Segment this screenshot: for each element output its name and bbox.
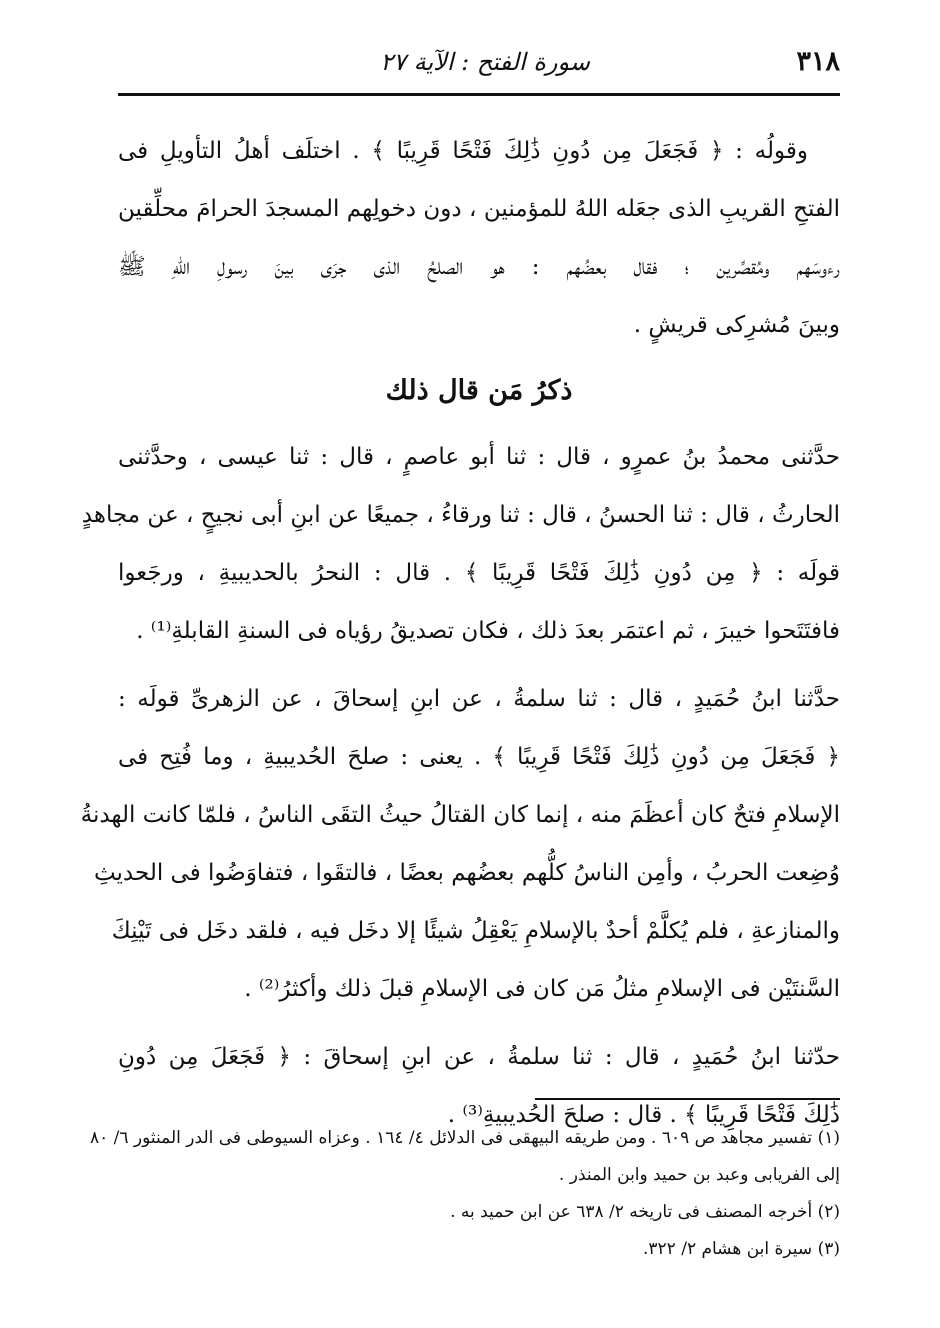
footnotes	[89, 1120, 840, 1268]
text-line: رءوسَهم ومُقصِّرين ؛ فقال بعضُهم : هو الصلحُ الذى جرَى بينَ رسولِ اللهِ ﷺ	[118, 254, 840, 280]
text-line: حدّثنا ابنُ حُمَيدٍ ، قال : ثنا سلمةُ ، عن ابنِ إسحاقَ : ﴿ فَجَعَلَ مِن دُونِ	[118, 1044, 840, 1070]
running-title: سورة الفتح : الآية ٢٧	[380, 48, 590, 76]
text-line: ﴿ فَجَعَلَ مِن دُونِ ذَٰلِكَ فَتْحًا قَرِيبًا ﴾ . يعنى : صلحَ الحُديبيةِ ، وما فُتِح فى	[118, 744, 840, 770]
page-number: ٣١٨	[796, 46, 840, 77]
text-line: حدَّثنى محمدُ بنُ عمرٍو ، قال : ثنا أبو عاصمٍ ، قال : ثنا عيسى ، وحدَّثنى	[118, 444, 840, 470]
footnote-line: (٢) أخرجه المصنف فى تاريخه ٢/ ٦٣٨ عن ابن حميد به .	[450, 1202, 840, 1222]
text-line: الفتحِ القريبِ الذى جعَله اللهُ للمؤمنين ، دون دخولِهم المسجدَ الحرامَ محلِّقين	[118, 196, 840, 222]
footnote-line: إلى الفريابى وعبد بن حميد وابن المنذر .	[558, 1165, 840, 1185]
text-line: والمنازعةِ ، فلم يُكلَّمْ أحدٌ بالإسلامِ يَعْقِلُ شيئًا إلا دخَل فيه ، فلقد دخَل فى تَيْنِكَ	[111, 918, 840, 944]
text-line: السَّنتَيْن فى الإسلامِ مثلُ مَن كان فى الإسلامِ قبلَ ذلك وأكثرُ⁽²⁾ .	[244, 976, 840, 1002]
text-line: قولَه : ﴿ مِن دُونِ ذَٰلِكَ فَتْحًا قَرِيبًا ﴾ . قال : النحرُ بالحديبيةِ ، ورجَعوا	[118, 560, 840, 586]
page-body	[80, 122, 840, 1144]
page-header	[118, 42, 840, 90]
header-rule	[118, 93, 840, 96]
footnote-rule	[535, 1098, 840, 1100]
footnote-line: (١) تفسير مجاهد ص ٦٠٩ . ومن طريقه البيهقى فى الدلائل ٤/ ١٦٤ . وعزاه السيوطى فى الدر المنثور ٦/ ٨٠	[89, 1128, 840, 1148]
text-line: وبينَ مُشرِكى قريشٍ .	[633, 312, 840, 338]
text-line: وُضِعت الحربُ ، وأمِن الناسُ كلُّهم بعضُهم بعضًا ، فالتقَوا ، فتفاوَضُوا فى الحديثِ	[93, 860, 840, 886]
section-heading: ذكرُ مَن قال ذلك	[385, 375, 573, 406]
paragraph-gap	[118, 660, 840, 670]
text-line: ذَٰلِكَ فَتْحًا قَرِيبًا ﴾ . قال : صلحَ الحُديبيةِ⁽³⁾ .	[447, 1102, 840, 1128]
text-line: الحارثُ ، قال : ثنا الحسنُ ، قال : ثنا ورقاءُ ، جميعًا عن ابنِ أبى نجيحٍ ، عن مجاهدٍ	[81, 502, 840, 528]
text-line: الإسلامِ فتحٌ كان أعظَمَ منه ، إنما كان القتالُ حيثُ التقَى الناسُ ، فلمّا كانت الهدنةُ	[80, 802, 840, 828]
footnote-line: (٣) سيرة ابن هشام ٢/ ٣٢٢.	[642, 1239, 840, 1259]
paragraph-1	[118, 122, 840, 354]
paragraph-gap	[118, 1018, 840, 1028]
text-line: فافتَتَحوا خيبرَ ، ثم اعتمَر بعدَ ذلك ، فكان تصديقُ رؤياه فى السنةِ القابلةِ⁽¹⁾ .	[136, 618, 840, 644]
paragraph-2	[81, 428, 840, 660]
text-line: وقولُه : ﴿ فَجَعَلَ مِن دُونِ ذَٰلِكَ فَتْحًا قَرِيبًا ﴾ . اختلَف أهلُ التأويلِ فى	[118, 138, 808, 164]
paragraph-3	[80, 670, 840, 1018]
text-line: حدَّثنا ابنُ حُمَيدٍ ، قال : ثنا سلمةُ ، عن ابنِ إسحاقَ ، عن الزهرىِّ قولَه :	[118, 686, 840, 712]
